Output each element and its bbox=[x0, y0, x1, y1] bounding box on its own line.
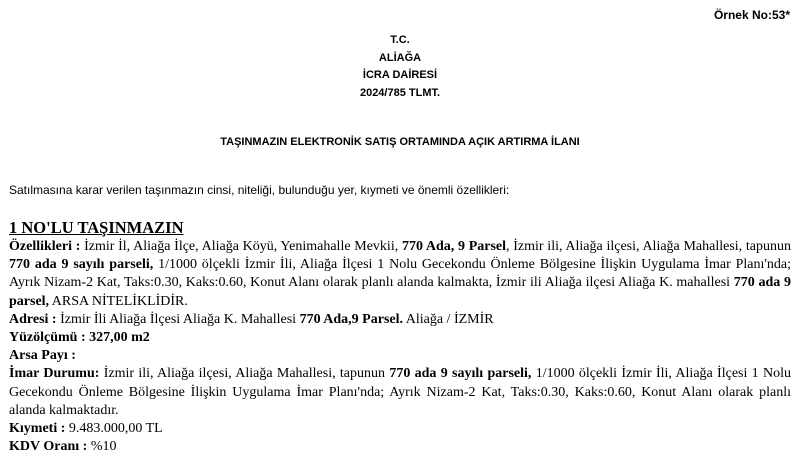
address-text: İzmir İli Aliağa İlçesi Aliağa K. Mahallesi bbox=[56, 311, 300, 327]
zoning-parcel: 770 ada 9 sayılı parseli, bbox=[389, 366, 532, 382]
features-parcel: 770 Ada, 9 Parsel bbox=[401, 239, 507, 254]
zoning-text: 1/1000 ölçekli İzmir İli, Aliağa İlçesi 1 Nolu Gecekondu Önleme Bölgesine İlişkin Uygulama İmar Planı'nda; Ayrık Nizam-2 Kat, Taks:0.30, Kaks:0.60, Konut Alanı olarak planlı alanda kalmaktadır. bbox=[9, 366, 791, 418]
value-paragraph bbox=[9, 420, 791, 438]
vat-label: KDV Oranı : bbox=[9, 439, 88, 455]
intro-text: Satılmasına karar verilen taşınmazın cinsi, niteliği, bulunduğu yer, kıymeti ve önemli özellikleri: bbox=[9, 183, 510, 197]
features-text: 1/1000 ölçekli İzmir İli, Aliağa İlçesi 1 Nolu Gecekondu Önleme Bölgesine İlişkin Uygulama İmar Planı'nda; Ayrık Nizam-2 Kat, Taks:0.30, Kaks:0.60, Konut Alanı olarak planlı alanda kalmakta, İzmir ili Aliağa ilçesi Aliağa K. mahallesi bbox=[9, 257, 791, 291]
document-title: TAŞINMAZIN ELEKTRONİK SATIŞ ORTAMINDA AÇIK ARTIRMA İLANI bbox=[220, 136, 580, 148]
zoning-text: İzmir ili, Aliağa ilçesi, Aliağa Mahallesi, tapunun bbox=[99, 366, 390, 382]
value-label: Kıymeti : bbox=[9, 421, 66, 437]
header-line-file-number: 2024/785 TLMT. bbox=[359, 86, 441, 99]
features-parcel: 770 ada 9 sayılı parseli, bbox=[9, 257, 154, 273]
area-value: 327,00 m2 bbox=[85, 330, 150, 346]
header-line-office: İCRA DAİRESİ bbox=[362, 69, 438, 81]
zoning-label: İmar Durumu: bbox=[9, 366, 100, 382]
features-label: Özellikleri : bbox=[9, 239, 81, 254]
vat-value: %10 bbox=[87, 439, 117, 455]
sample-number: Örnek No:53* bbox=[713, 8, 790, 22]
area-paragraph bbox=[9, 329, 791, 347]
features-paragraph bbox=[9, 238, 791, 311]
features-text: , İzmir ili, Aliağa ilçesi, Aliağa Mahallesi, tapunun bbox=[506, 239, 792, 254]
features-parcel: 770 ada 9 parsel, bbox=[9, 275, 791, 309]
address-text: Aliağa / İZMİR bbox=[403, 311, 494, 327]
address-parcel: 770 Ada,9 Parsel. bbox=[299, 311, 404, 327]
features-text: ARSA NİTELİKLİDİR. bbox=[49, 293, 188, 309]
share-label: Arsa Payı : bbox=[9, 348, 76, 364]
document-header bbox=[0, 32, 800, 102]
address-label: Adresi : bbox=[9, 311, 57, 327]
value-amount: 9.483.000,00 TL bbox=[65, 421, 163, 437]
header-line-tc: T.C. bbox=[390, 34, 410, 46]
zoning-paragraph bbox=[9, 365, 791, 420]
address-paragraph bbox=[9, 311, 791, 329]
vat-paragraph bbox=[9, 438, 791, 456]
share-paragraph bbox=[9, 347, 791, 365]
area-label: Yüzölçümü : bbox=[9, 330, 86, 346]
features-text: İzmir İl, Aliağa İlçe, Aliağa Köyü, Yenimahalle Mevkii, bbox=[80, 239, 402, 254]
property-heading: 1 NO'LU TAŞINMAZIN bbox=[9, 218, 184, 237]
property-details bbox=[9, 218, 791, 456]
header-line-district: ALİAĞA bbox=[378, 51, 422, 64]
